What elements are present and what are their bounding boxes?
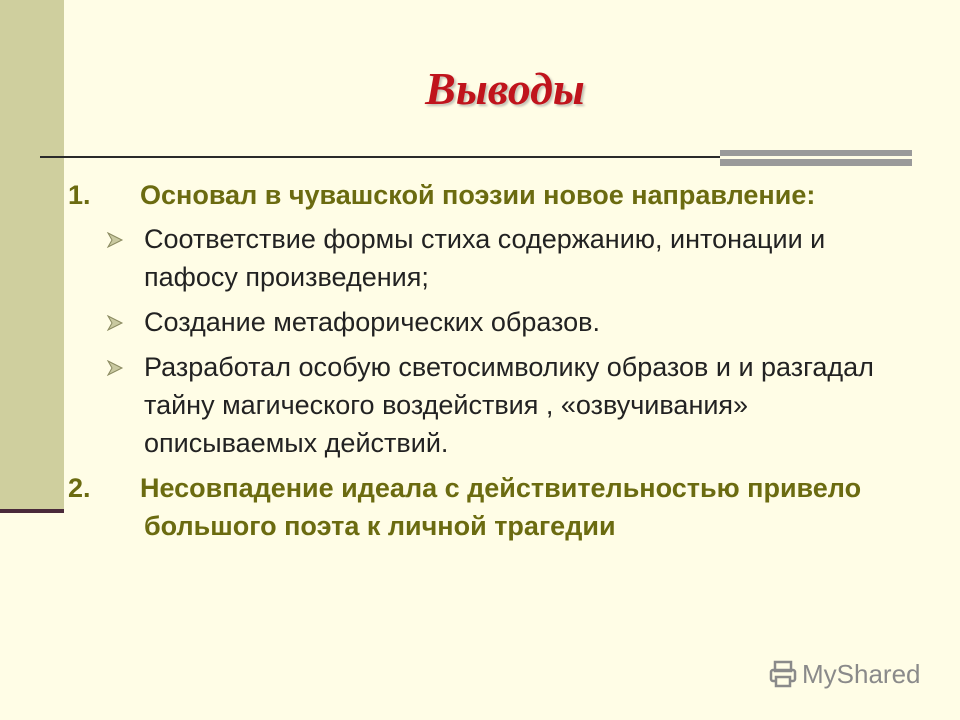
subpoint-item — [106, 303, 906, 341]
watermark-text: MyShared — [802, 658, 921, 689]
title-divider-accent — [720, 150, 912, 166]
subpoint-item — [106, 348, 906, 462]
conclusion-point-1 — [68, 176, 906, 214]
point-number: 1. — [68, 180, 91, 210]
arrow-bullet-icon — [106, 360, 124, 376]
printer-icon — [768, 659, 798, 689]
conclusion-point-2 — [68, 469, 906, 545]
subpoint-text: Соответствие формы стиха содержанию, интонации и пафосу произведения; — [144, 224, 826, 292]
slide-title: Выводы — [425, 63, 585, 114]
slide-content — [68, 176, 906, 551]
point-number: 2. — [68, 473, 91, 503]
subpoint-text: Разработал особую светосимволику образов и и разгадал тайну магического воздействия , «озвучивания» описываемых действий. — [144, 352, 874, 458]
subpoint-item — [106, 220, 906, 296]
arrow-bullet-icon — [106, 232, 124, 248]
left-bar-underline — [0, 509, 64, 513]
point-text: Несовпадение идеала с действительностью привело большого поэта к личной трагедии — [140, 473, 862, 541]
myshared-watermark — [768, 656, 921, 692]
point-text: Основал в чувашской поэзии новое направление: — [140, 180, 816, 210]
subpoint-text: Создание метафорических образов. — [144, 307, 600, 337]
arrow-bullet-icon — [106, 315, 124, 331]
